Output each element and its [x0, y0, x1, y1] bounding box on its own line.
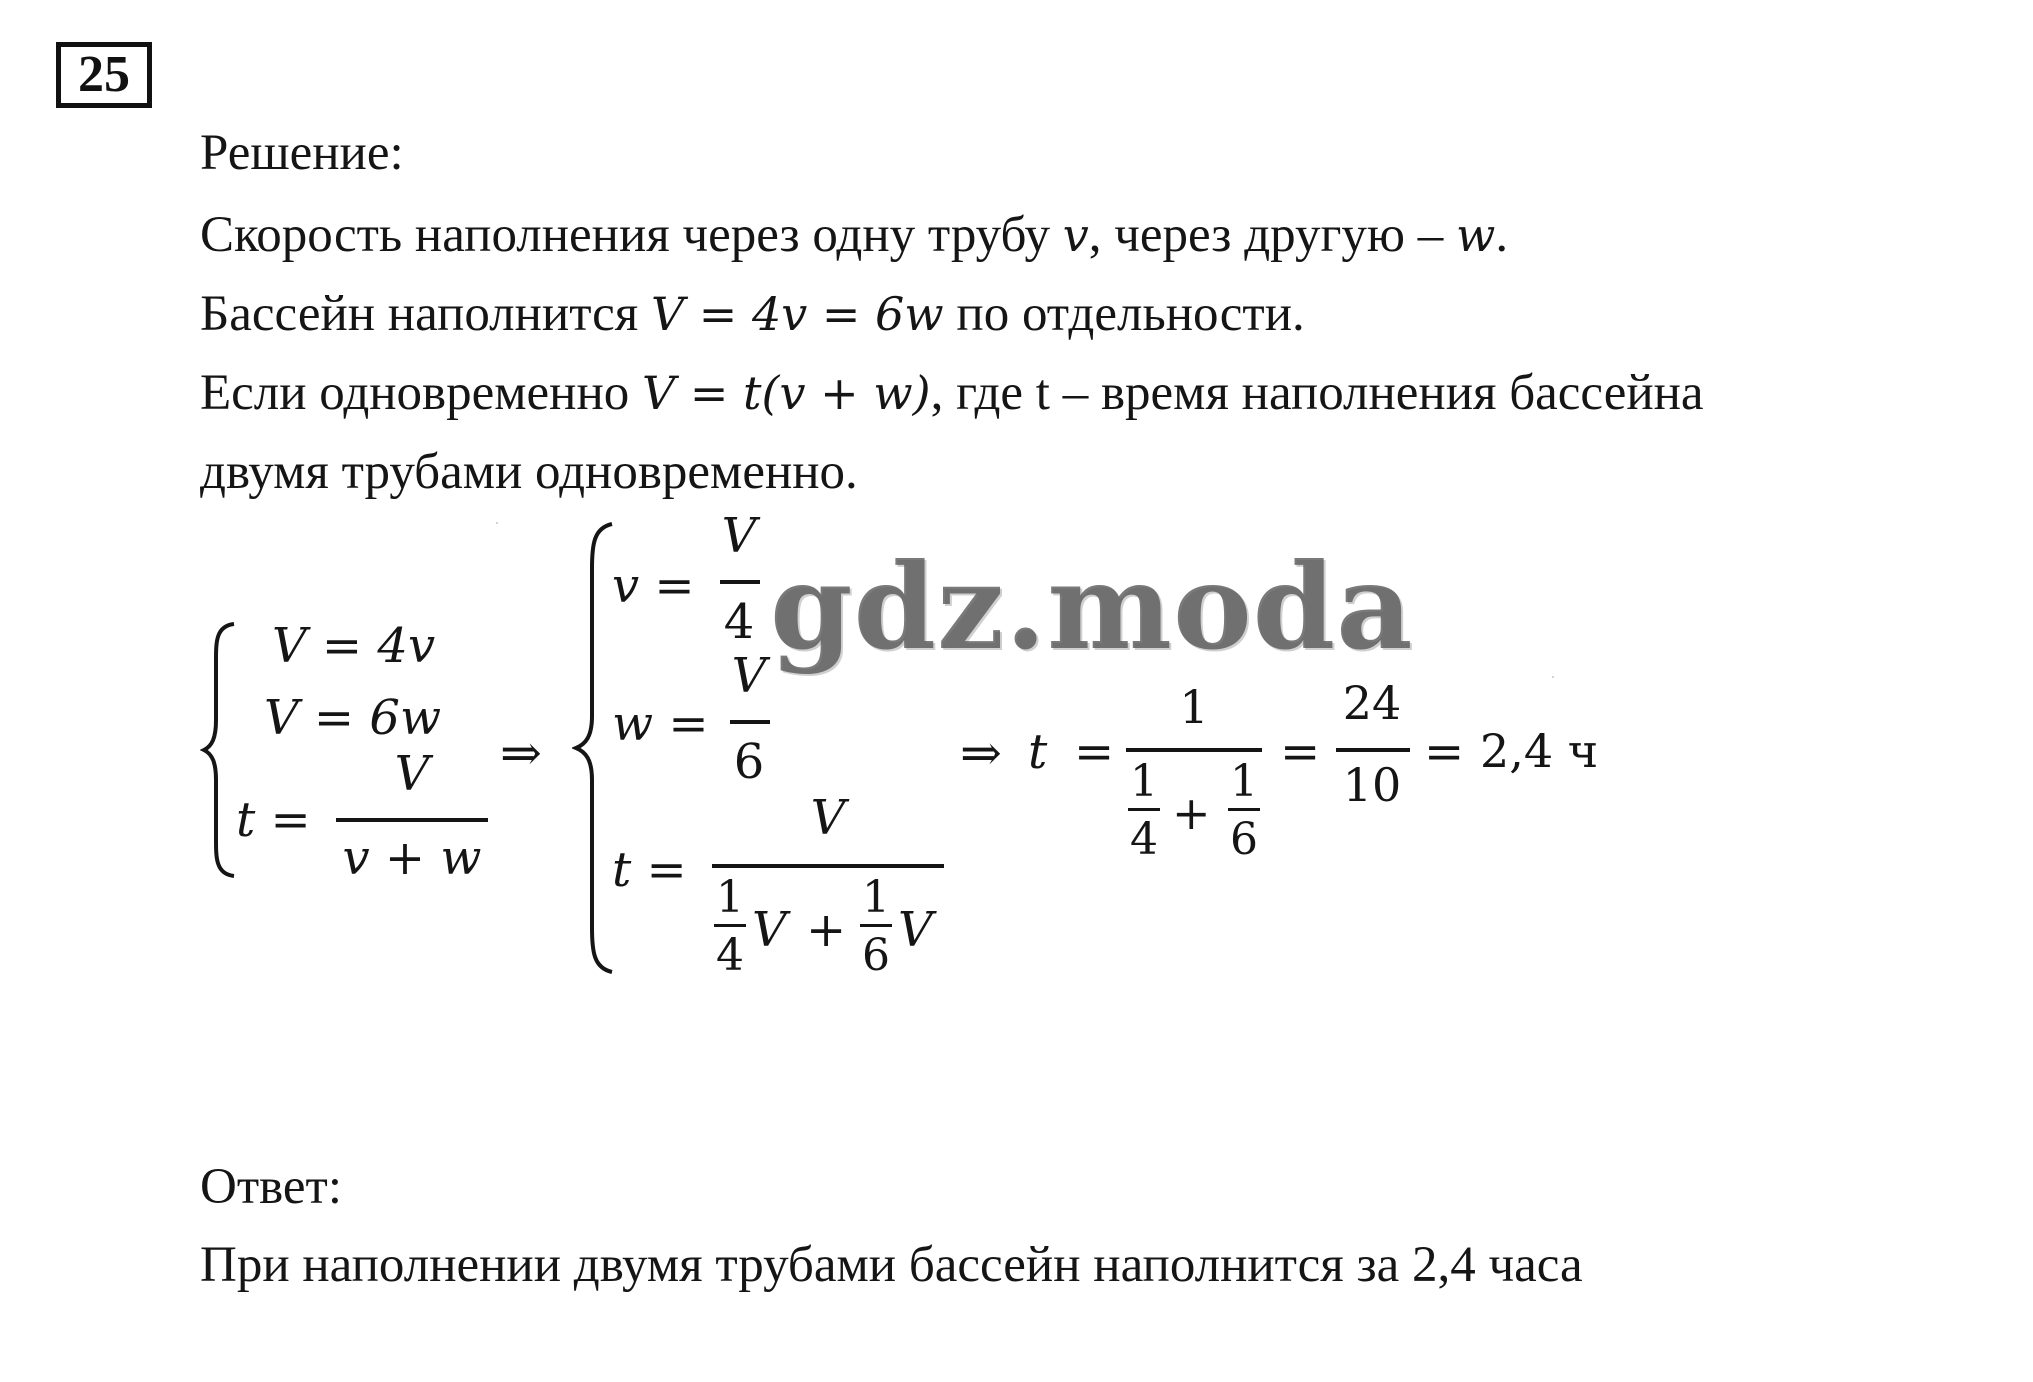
result-f1-den-b-denominator: 6: [1230, 814, 1258, 865]
line1-text-a: Скорость наполнения через одну трубу: [200, 207, 1063, 263]
line3-text-a: Если одновременно: [200, 365, 643, 421]
result-f2-denominator: 10: [1342, 758, 1402, 812]
result-f2-fraction-bar: [1336, 748, 1410, 752]
system2-eq3-lhs: t =: [612, 842, 687, 898]
problem-number-badge: [56, 42, 152, 108]
system2-eq3-den-b-var: V: [898, 902, 933, 958]
result-f1-numerator: 1: [1179, 680, 1209, 734]
result-f1-den-a-denominator: 4: [1130, 814, 1158, 865]
system2-eq3-den-a-var: V: [752, 902, 787, 958]
system2-eq1-lhs: v =: [612, 558, 695, 614]
scan-speck-1: ·: [494, 513, 500, 533]
problem-number: 25: [78, 46, 130, 103]
system1-eq1: V = 4v: [272, 618, 436, 674]
system2-eq3-den-a-numerator: 1: [716, 872, 744, 923]
system2-eq1-fraction-bar: [720, 580, 760, 584]
system1-eq3-numerator: V: [394, 746, 430, 802]
system2-eq1-numerator: V: [721, 508, 757, 564]
system2-eq3-den-b-numerator: 1: [862, 872, 890, 923]
result-f1-den-a-numerator: 1: [1130, 756, 1158, 807]
line2-text-b: по отдельности.: [943, 286, 1305, 342]
line2-math: V = 4v = 6w: [650, 287, 944, 341]
answer-text: При наполнении двумя трубами бассейн наполнится за 2,4 часа: [200, 1237, 1583, 1293]
text-line-1: [200, 207, 1509, 263]
left-brace-1: [200, 620, 240, 880]
system2-eq2-denominator: 6: [733, 734, 765, 790]
scan-speck-2: ·: [1550, 667, 1556, 687]
system1-eq2: V = 6w: [264, 690, 442, 746]
system2-eq3-den-a-bar: [714, 924, 746, 927]
result-equals-1: =: [1074, 724, 1115, 780]
line3-text-b: , где t – время наполнения бассейна: [930, 365, 1704, 421]
result-f1-den-plus: +: [1172, 786, 1211, 840]
answer-heading: Ответ:: [200, 1159, 342, 1215]
system1-eq3-lhs: t =: [236, 792, 311, 848]
system1-eq3-denominator: v + w: [342, 830, 482, 886]
result-f1-den-b-numerator: 1: [1230, 756, 1258, 807]
system2-eq3-den-b-bar: [860, 924, 892, 927]
system2-eq2-fraction-bar: [730, 720, 770, 724]
text-line-2: [200, 286, 1305, 342]
result-equals-3: =: [1424, 724, 1465, 780]
result-f2-numerator: 24: [1342, 676, 1402, 730]
result-f1-den-b-bar: [1228, 808, 1260, 811]
result-f1-fraction-bar: [1126, 748, 1262, 752]
implies-arrow-2: ⇒: [960, 724, 1002, 782]
result-equals-2: =: [1280, 724, 1321, 780]
result-value: 2,4 ч: [1480, 724, 1599, 778]
system2-eq3-numerator: V: [810, 790, 846, 846]
system1-fraction-bar: [336, 818, 488, 822]
result-f1-den-a-bar: [1128, 808, 1160, 811]
line3-math: V = t(v + w): [642, 366, 931, 420]
system2-eq1-denominator: 4: [723, 594, 755, 650]
watermark-logo: gdz.moda: [770, 537, 1414, 676]
implies-arrow-1: ⇒: [500, 724, 542, 782]
system2-eq2-numerator: V: [731, 648, 767, 704]
line1-var-v: v: [1062, 208, 1089, 262]
text-line-3: [200, 365, 1704, 421]
system2-eq2-lhs: w =: [612, 696, 709, 752]
text-line-4: двумя трубами одновременно.: [200, 444, 858, 500]
line1-text-c: .: [1495, 207, 1509, 263]
result-t: t: [1028, 724, 1048, 780]
solution-heading: Решение:: [200, 125, 404, 181]
line2-text-a: Бассейн наполнится: [200, 286, 651, 342]
system2-eq3-den-plus: +: [806, 902, 847, 958]
system2-eq3-den-b-denominator: 6: [862, 930, 890, 981]
line1-text-b: , через другую –: [1088, 207, 1456, 263]
system2-eq3-den-a-denominator: 4: [716, 930, 744, 981]
system2-eq3-fraction-bar: [712, 864, 944, 868]
line1-var-w: w: [1456, 208, 1496, 262]
